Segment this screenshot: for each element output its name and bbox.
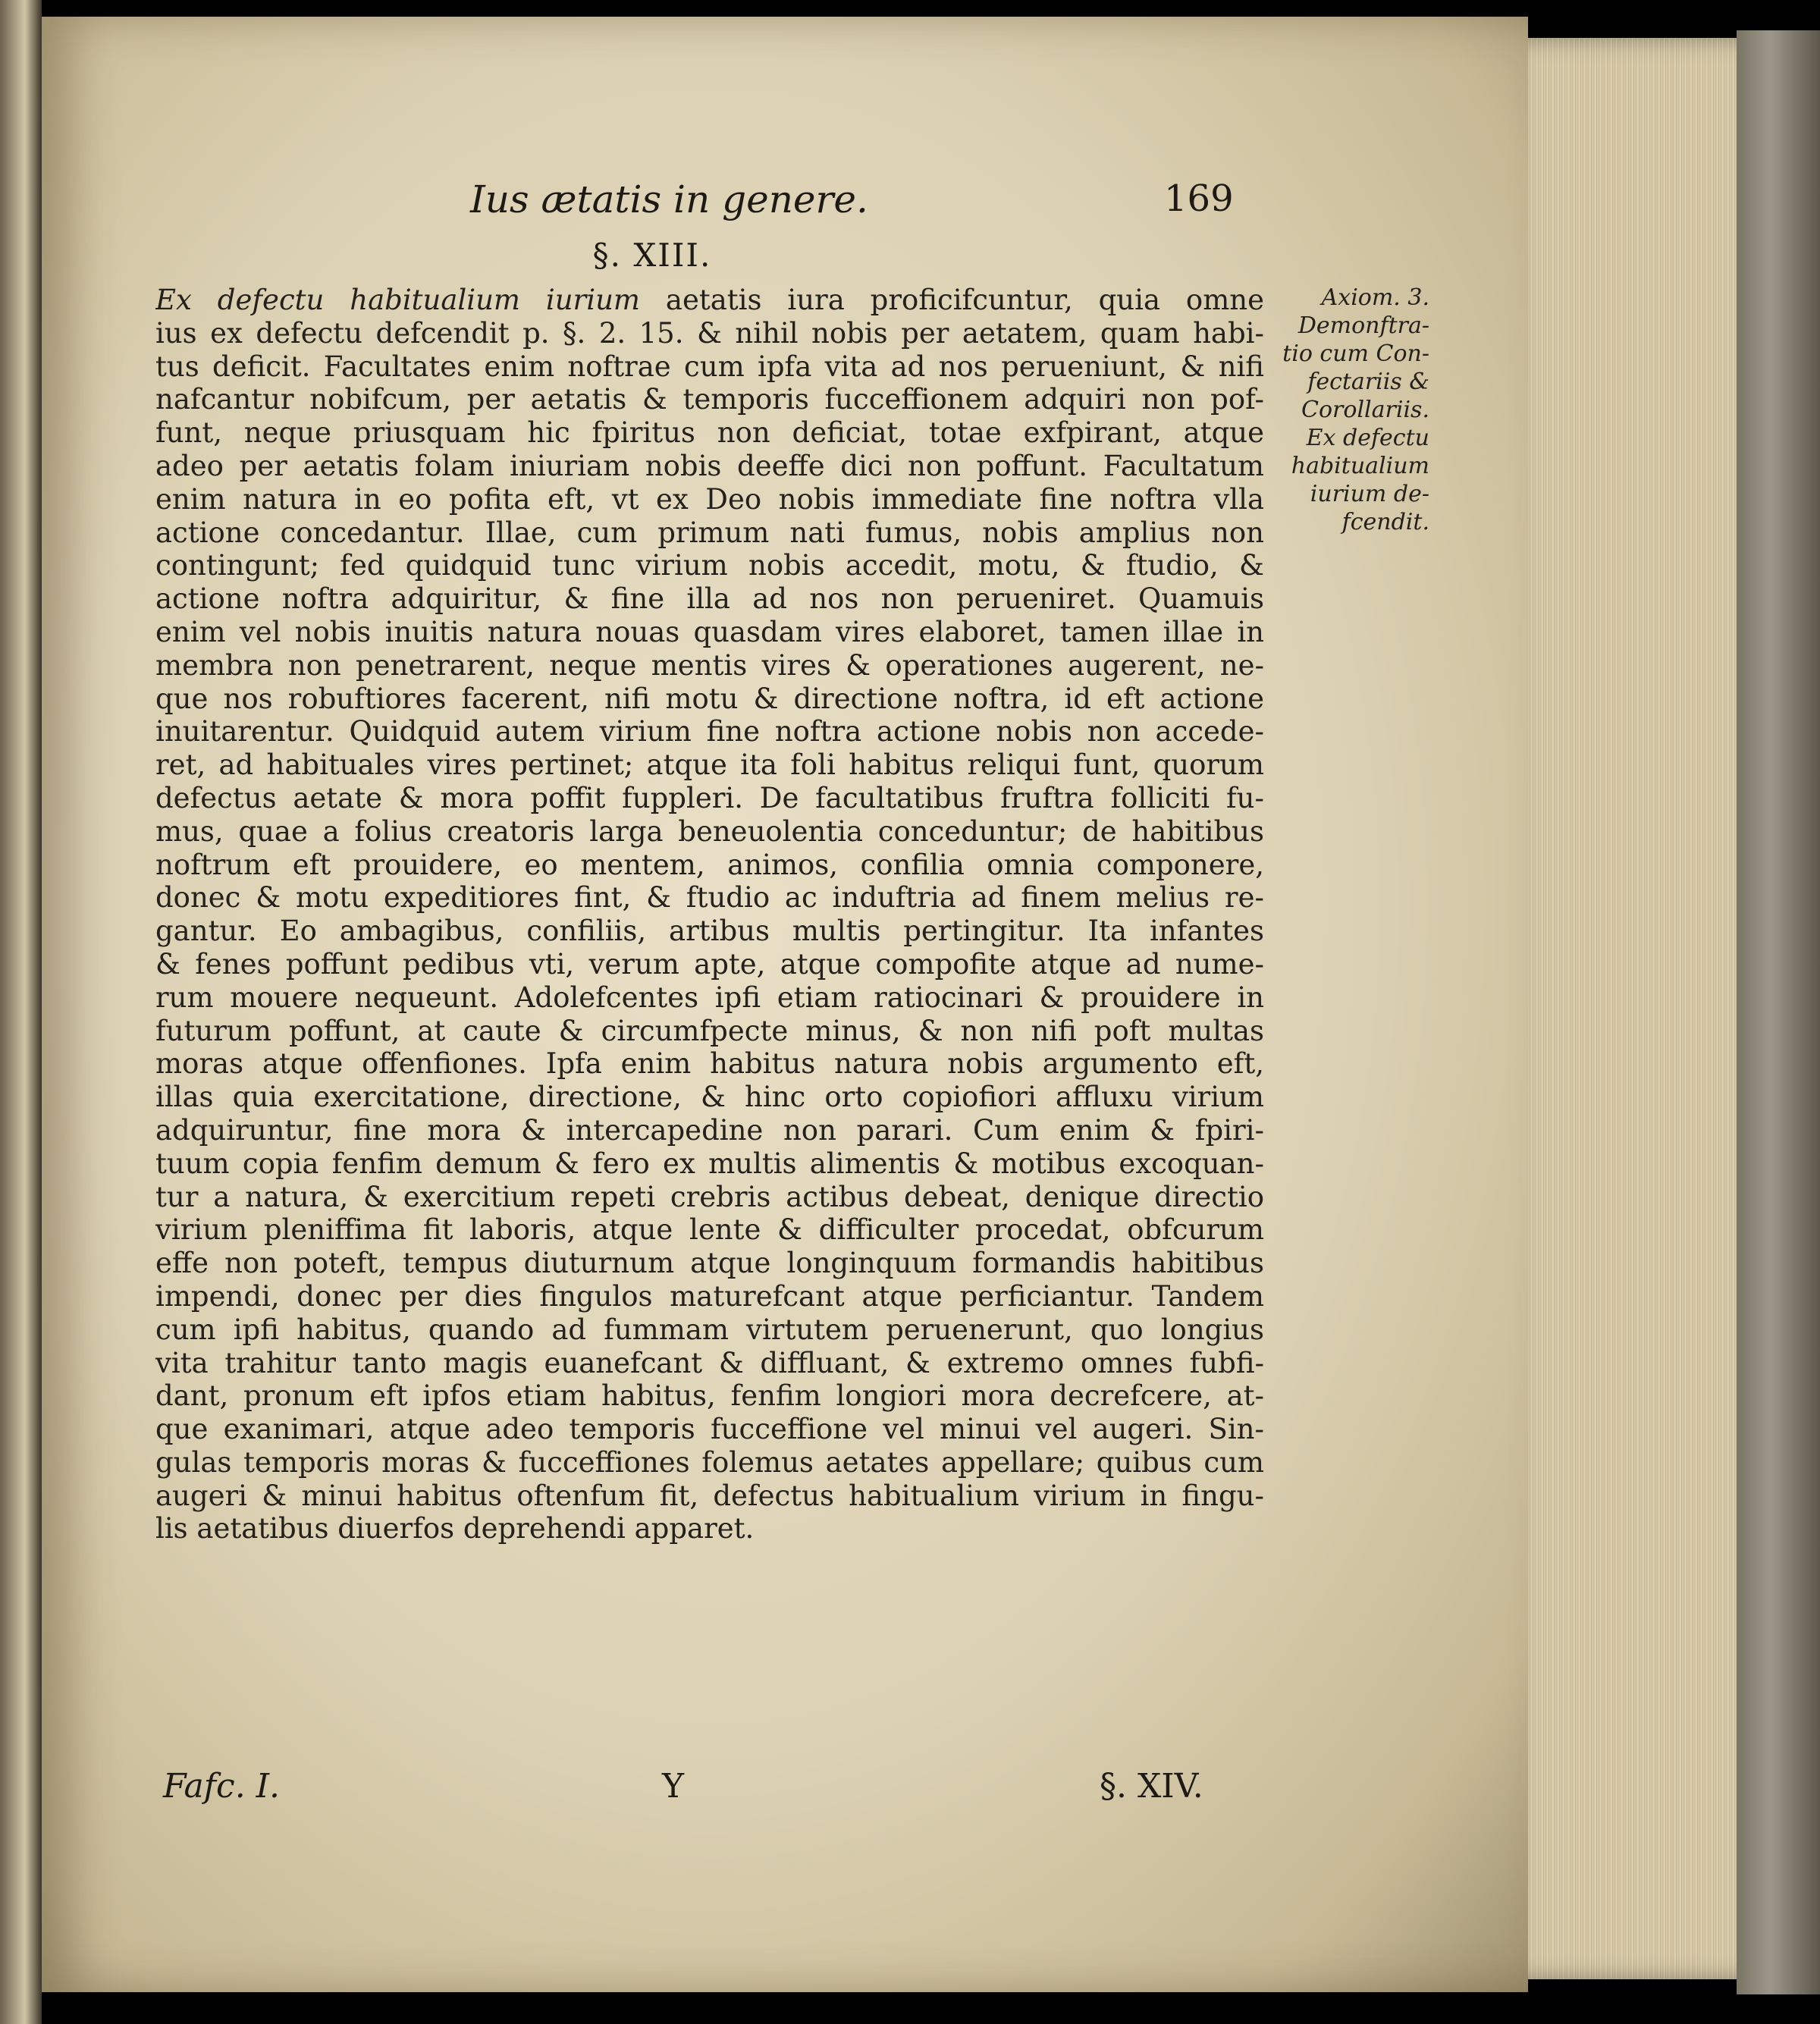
- section-heading: §. XIII.: [592, 237, 712, 274]
- text-line: moras atque offenfiones. Ipfa enim habitus natura nobis argumento eft,: [155, 1047, 1264, 1081]
- facing-page-edge: [0, 0, 42, 2024]
- text-line: que exanimari, atque adeo temporis fucceffione vel minui vel augeri. Sin-: [155, 1413, 1264, 1446]
- running-title: Ius ætatis in genere.: [470, 177, 868, 221]
- signature-mark: Fafc. I.: [163, 1767, 281, 1806]
- text-line: gantur. Eo ambagibus, confiliis, artibus multis pertingitur. Ita infantes: [155, 915, 1264, 948]
- text-line: inuitarentur. Quidquid autem virium fine noftra actione nobis non accede-: [155, 715, 1264, 748]
- text-line: que nos robuftiores facerent, nifi motu & directione noftra, id eft actione: [155, 682, 1264, 715]
- text-line: illas quia exercitatione, directione, & hinc orto copiofiori affluxu virium: [155, 1081, 1264, 1114]
- text-line: noftrum eft prouidere, eo mentem, animos, confilia omnia componere,: [155, 848, 1264, 881]
- text-line: vita trahitur tanto magis euanefcant & diffluant, & extremo omnes fubfi-: [155, 1346, 1264, 1379]
- margin-note-line: Demonftra-: [1298, 312, 1429, 339]
- text-line: tus deficit. Facultates enim noftrae cum ipfa vita ad nos perueniunt, & nifi: [155, 350, 1264, 383]
- text-line: & fenes poffunt pedibus vti, verum apte, atque compofite atque ad nume-: [155, 947, 1264, 981]
- text-line: membra non penetrarent, neque mentis vires & operationes augerent, ne-: [155, 648, 1264, 682]
- text-line: tur a natura, & exercitium repeti crebris actibus debeat, denique directio: [155, 1180, 1264, 1213]
- margin-note-line: iurium de-: [1310, 481, 1429, 507]
- text-line: lis aetatibus diuerfos deprehendi apparet.: [155, 1512, 755, 1545]
- text-line: virium pleniffima fit laboris, atque lente & difficulter procedat, obfcurum: [155, 1213, 1264, 1247]
- signature-letter: Y: [662, 1767, 685, 1806]
- book-page: [42, 17, 1528, 1992]
- text-line: nafcantur nobifcum, per aetatis & temporis fucceffionem adquiri non pof-: [155, 383, 1264, 416]
- text-line: cum ipfi habitus, quando ad fummam virtutem peruenerunt, quo longius: [155, 1313, 1264, 1346]
- text-line: effe non poteft, tempus diuturnum atque longinquum formandis habitibus: [155, 1247, 1264, 1280]
- text-line: dant, pronum eft ipfos etiam habitus, fenfim longiori mora decrefcere, at-: [155, 1379, 1264, 1413]
- text-line: adquiruntur, fine mora & intercapedine non parari. Cum enim & fpiri-: [155, 1113, 1264, 1147]
- text-line: defectus aetate & mora poffit fuppleri. De facultatibus fruftra folliciti fu-: [155, 781, 1264, 814]
- text-line: futurum poffunt, at caute & circumfpecte minus, & non nifi poft multas: [155, 1014, 1264, 1047]
- margin-note-line: Axiom. 3.: [1321, 284, 1429, 311]
- margin-note-line: tio cum Con-: [1282, 340, 1429, 367]
- text-line: tuum copia fenfim demum & fero ex multis alimentis & motibus excoquan-: [155, 1147, 1264, 1180]
- text-line: rum mouere nequeunt. Adolefcentes ipfi etiam ratiocinari & prouidere in: [155, 981, 1264, 1014]
- text-line: gulas temporis moras & fucceffiones folemus aetates appellare; quibus cum: [155, 1445, 1264, 1479]
- body-text: [155, 284, 1264, 1545]
- margin-note-line: Ex defectu: [1306, 425, 1429, 451]
- text-line: enim vel nobis inuitis natura nouas quasdam vires elaboret, tamen illae in: [155, 615, 1264, 648]
- italic-opening: Ex defectu habitualium iurium: [155, 284, 640, 316]
- text-line: actione noftra adquiritur, & fine illa ad nos non perueniret. Quamuis: [155, 582, 1264, 616]
- text-line: augeri & minui habitus oftenfum fit, defectus habitualium virium in fingu-: [155, 1479, 1264, 1512]
- text-line-rest: aetatis iura proficifcuntur, quia omne: [665, 284, 1264, 316]
- text-line: mus, quae a folius creatoris larga beneuolentia conceduntur; de habitibus: [155, 814, 1264, 848]
- text-line: actione concedantur. Illae, cum primum nati fumus, nobis amplius non: [155, 516, 1264, 549]
- text-line: funt, neque priusquam hic fpiritus non deficiat, totae exfpirant, atque: [155, 416, 1264, 450]
- text-line: donec & motu expeditiores fint, & ftudio ac induftria ad finem melius re-: [155, 881, 1264, 915]
- text-line: [155, 284, 1264, 317]
- page-number: 169: [1164, 177, 1234, 220]
- margin-note-line: Corollariis.: [1301, 397, 1429, 423]
- text-line: ret, ad habituales vires pertinet; atque ita foli habitus reliqui funt, quorum: [155, 748, 1264, 782]
- text-line: impendi, donec per dies fingulos maturefcant atque perficiantur. Tandem: [155, 1279, 1264, 1313]
- book-cover-edge: [1737, 30, 1820, 1994]
- text-line: ius ex defectu defcendit p. §. 2. 15. & nihil nobis per aetatem, quam habi-: [155, 316, 1264, 350]
- text-line: adeo per aetatis folam iniuriam nobis deeffe dici non poffunt. Facultatum: [155, 449, 1264, 482]
- margin-notes: [1255, 284, 1429, 536]
- margin-note-line: fectariis &: [1307, 369, 1429, 395]
- text-line: enim natura in eo pofita eft, vt ex Deo nobis immediate fine noftra vlla: [155, 482, 1264, 516]
- margin-note-line: fcendit.: [1341, 509, 1429, 535]
- margin-note-line: habitualium: [1291, 453, 1429, 479]
- catchword: §. XIV.: [1100, 1767, 1203, 1806]
- text-line: contingunt; fed quidquid tunc virium nobis accedit, motu, & ftudio, &: [155, 549, 1264, 582]
